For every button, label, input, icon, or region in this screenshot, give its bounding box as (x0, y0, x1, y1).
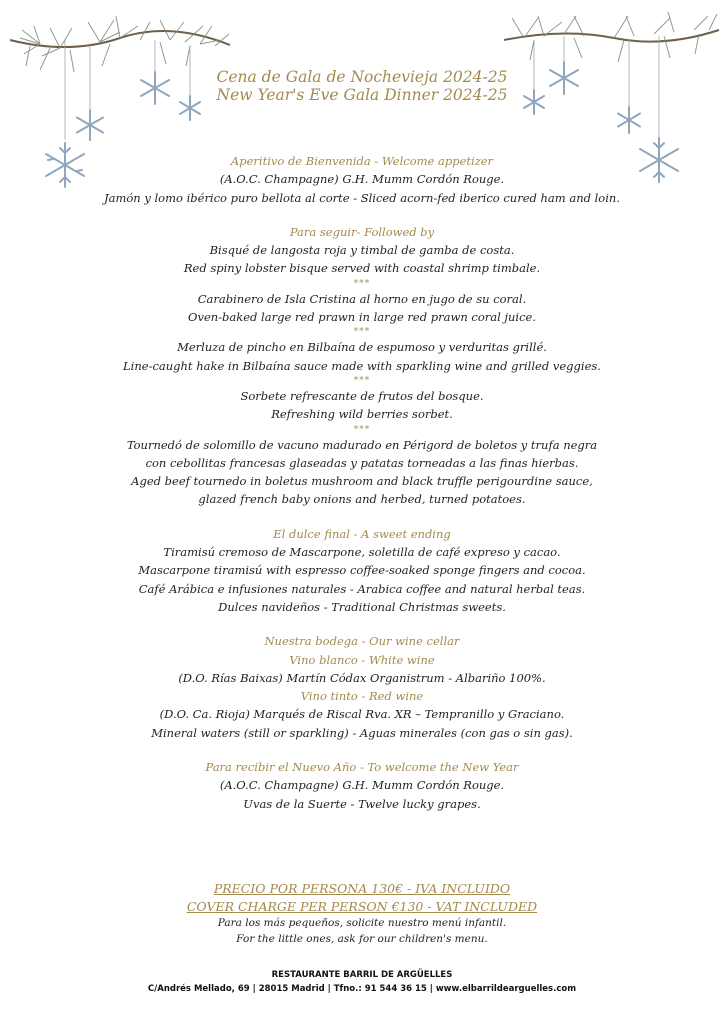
menu-line: (A.O.C. Champagne) G.H. Mumm Cordón Rouge. (219, 172, 505, 187)
menu-line: Red spiny lobster bisque served with coastal shrimp timbale. (183, 261, 541, 276)
menu-line: Refreshing wild berries sorbet. (271, 407, 453, 422)
section-heading-dessert: El dulce final - A sweet ending (273, 526, 451, 541)
course-separator: *** (353, 327, 371, 338)
pine-branch-icon (20, 16, 229, 72)
menu-line: Carabinero de Isla Cristina al horno en jugo de su coral. (197, 291, 527, 306)
section-heading-mains: Para seguir- Followed by (289, 224, 435, 239)
course-separator: *** (353, 375, 371, 386)
kids-menu-note-spanish: Para los más pequeños, solicite nuestro menú infantil. (217, 917, 507, 929)
title-english: New Year's Eve Gala Dinner 2024-25 (216, 86, 508, 104)
title-spanish: Cena de Gala de Nochevieja 2024-25 (216, 68, 508, 86)
menu-line: Bisqué de langosta roja y timbal de gamba de costa. (209, 243, 515, 258)
restaurant-name: RESTAURANTE BARRIL DE ARGÜELLES (271, 970, 453, 980)
menu-line: (D.O. Ca. Rioja) Marqués de Riscal Rva. XR – Tempranillo y Graciano. (159, 707, 565, 722)
menu-line: Line-caught hake in Bilbaína sauce made with sparkling wine and grilled veggies. (123, 358, 601, 373)
kids-menu-note-english: For the little ones, ask for our children's menu. (236, 932, 488, 945)
menu-line: Mineral waters (still or sparkling) - Aguas minerales (con gas o sin gas). (151, 725, 573, 740)
menu-line: Jamón y lomo ibérico puro bellota al corte - Sliced acorn-fed iberico cured ham and loin. (104, 190, 620, 205)
menu-line: glazed french baby onions and herbed, turned potatoes. (198, 492, 526, 507)
section-heading-wine: Nuestra bodega - Our wine cellar (264, 634, 460, 649)
menu-line: Café Arábica e infusiones naturales - Arabica coffee and natural herbal teas. (138, 581, 586, 596)
price-english: COVER CHARGE PER PERSON €130 - VAT INCLUDED (186, 899, 538, 914)
menu-line: Oven-baked large red prawn in large red prawn coral juice. (188, 310, 536, 325)
menu-line: Merluza de pincho en Bilbaína de espumoso y verduritas grillé. (177, 340, 547, 355)
menu-line: Sorbete refrescante de frutos del bosque. (240, 388, 484, 403)
menu-body (0, 152, 724, 813)
menu-line: (A.O.C. Champagne) G.H. Mumm Cordón Rouge. (219, 778, 505, 793)
subheading-white-wine: Vino blanco - White wine (289, 652, 435, 667)
menu-line: Mascarpone tiramisú with espresso coffee-soaked sponge fingers and cocoa. (138, 563, 586, 578)
restaurant-address: C/Andrés Mellado, 69 | 28015 Madrid | Tfno.: 91 544 36 15 | www.elbarrildearguelles.com (147, 984, 577, 994)
subheading-red-wine: Vino tinto - Red wine (300, 689, 424, 704)
price-spanish: PRECIO POR PERSONA 130€ - IVA INCLUIDO (213, 881, 511, 896)
course-separator: *** (353, 424, 371, 435)
footer (0, 968, 724, 996)
pine-branch-icon (512, 12, 717, 62)
course-separator: *** (353, 278, 371, 289)
menu-line: Aged beef tournedo in boletus mushroom and black truffle perigourdine sauce, (131, 474, 593, 489)
menu-line: Dulces navideños - Traditional Christmas sweets. (218, 599, 506, 614)
section-heading-new-year: Para recibir el Nuevo Año - To welcome the New Year (205, 760, 519, 775)
section-heading-appetizer: Aperitivo de Bienvenida - Welcome appetizer (230, 154, 494, 168)
menu-line: con cebollitas francesas glaseadas y patatas torneadas a las finas hierbas. (145, 455, 579, 470)
menu-line: Uvas de la Suerte - Twelve lucky grapes. (243, 796, 481, 811)
menu-line: Tournedó de solomillo de vacuno madurado en Périgord de boletos y trufa negra (126, 437, 598, 452)
menu-line: Tiramisú cremoso de Mascarpone, soletilla de café expreso y cacao. (163, 545, 561, 560)
menu-title (0, 68, 724, 104)
price-block (0, 880, 724, 947)
menu-line: (D.O. Rías Baixas) Martín Códax Organistrum - Albariño 100%. (178, 670, 546, 685)
